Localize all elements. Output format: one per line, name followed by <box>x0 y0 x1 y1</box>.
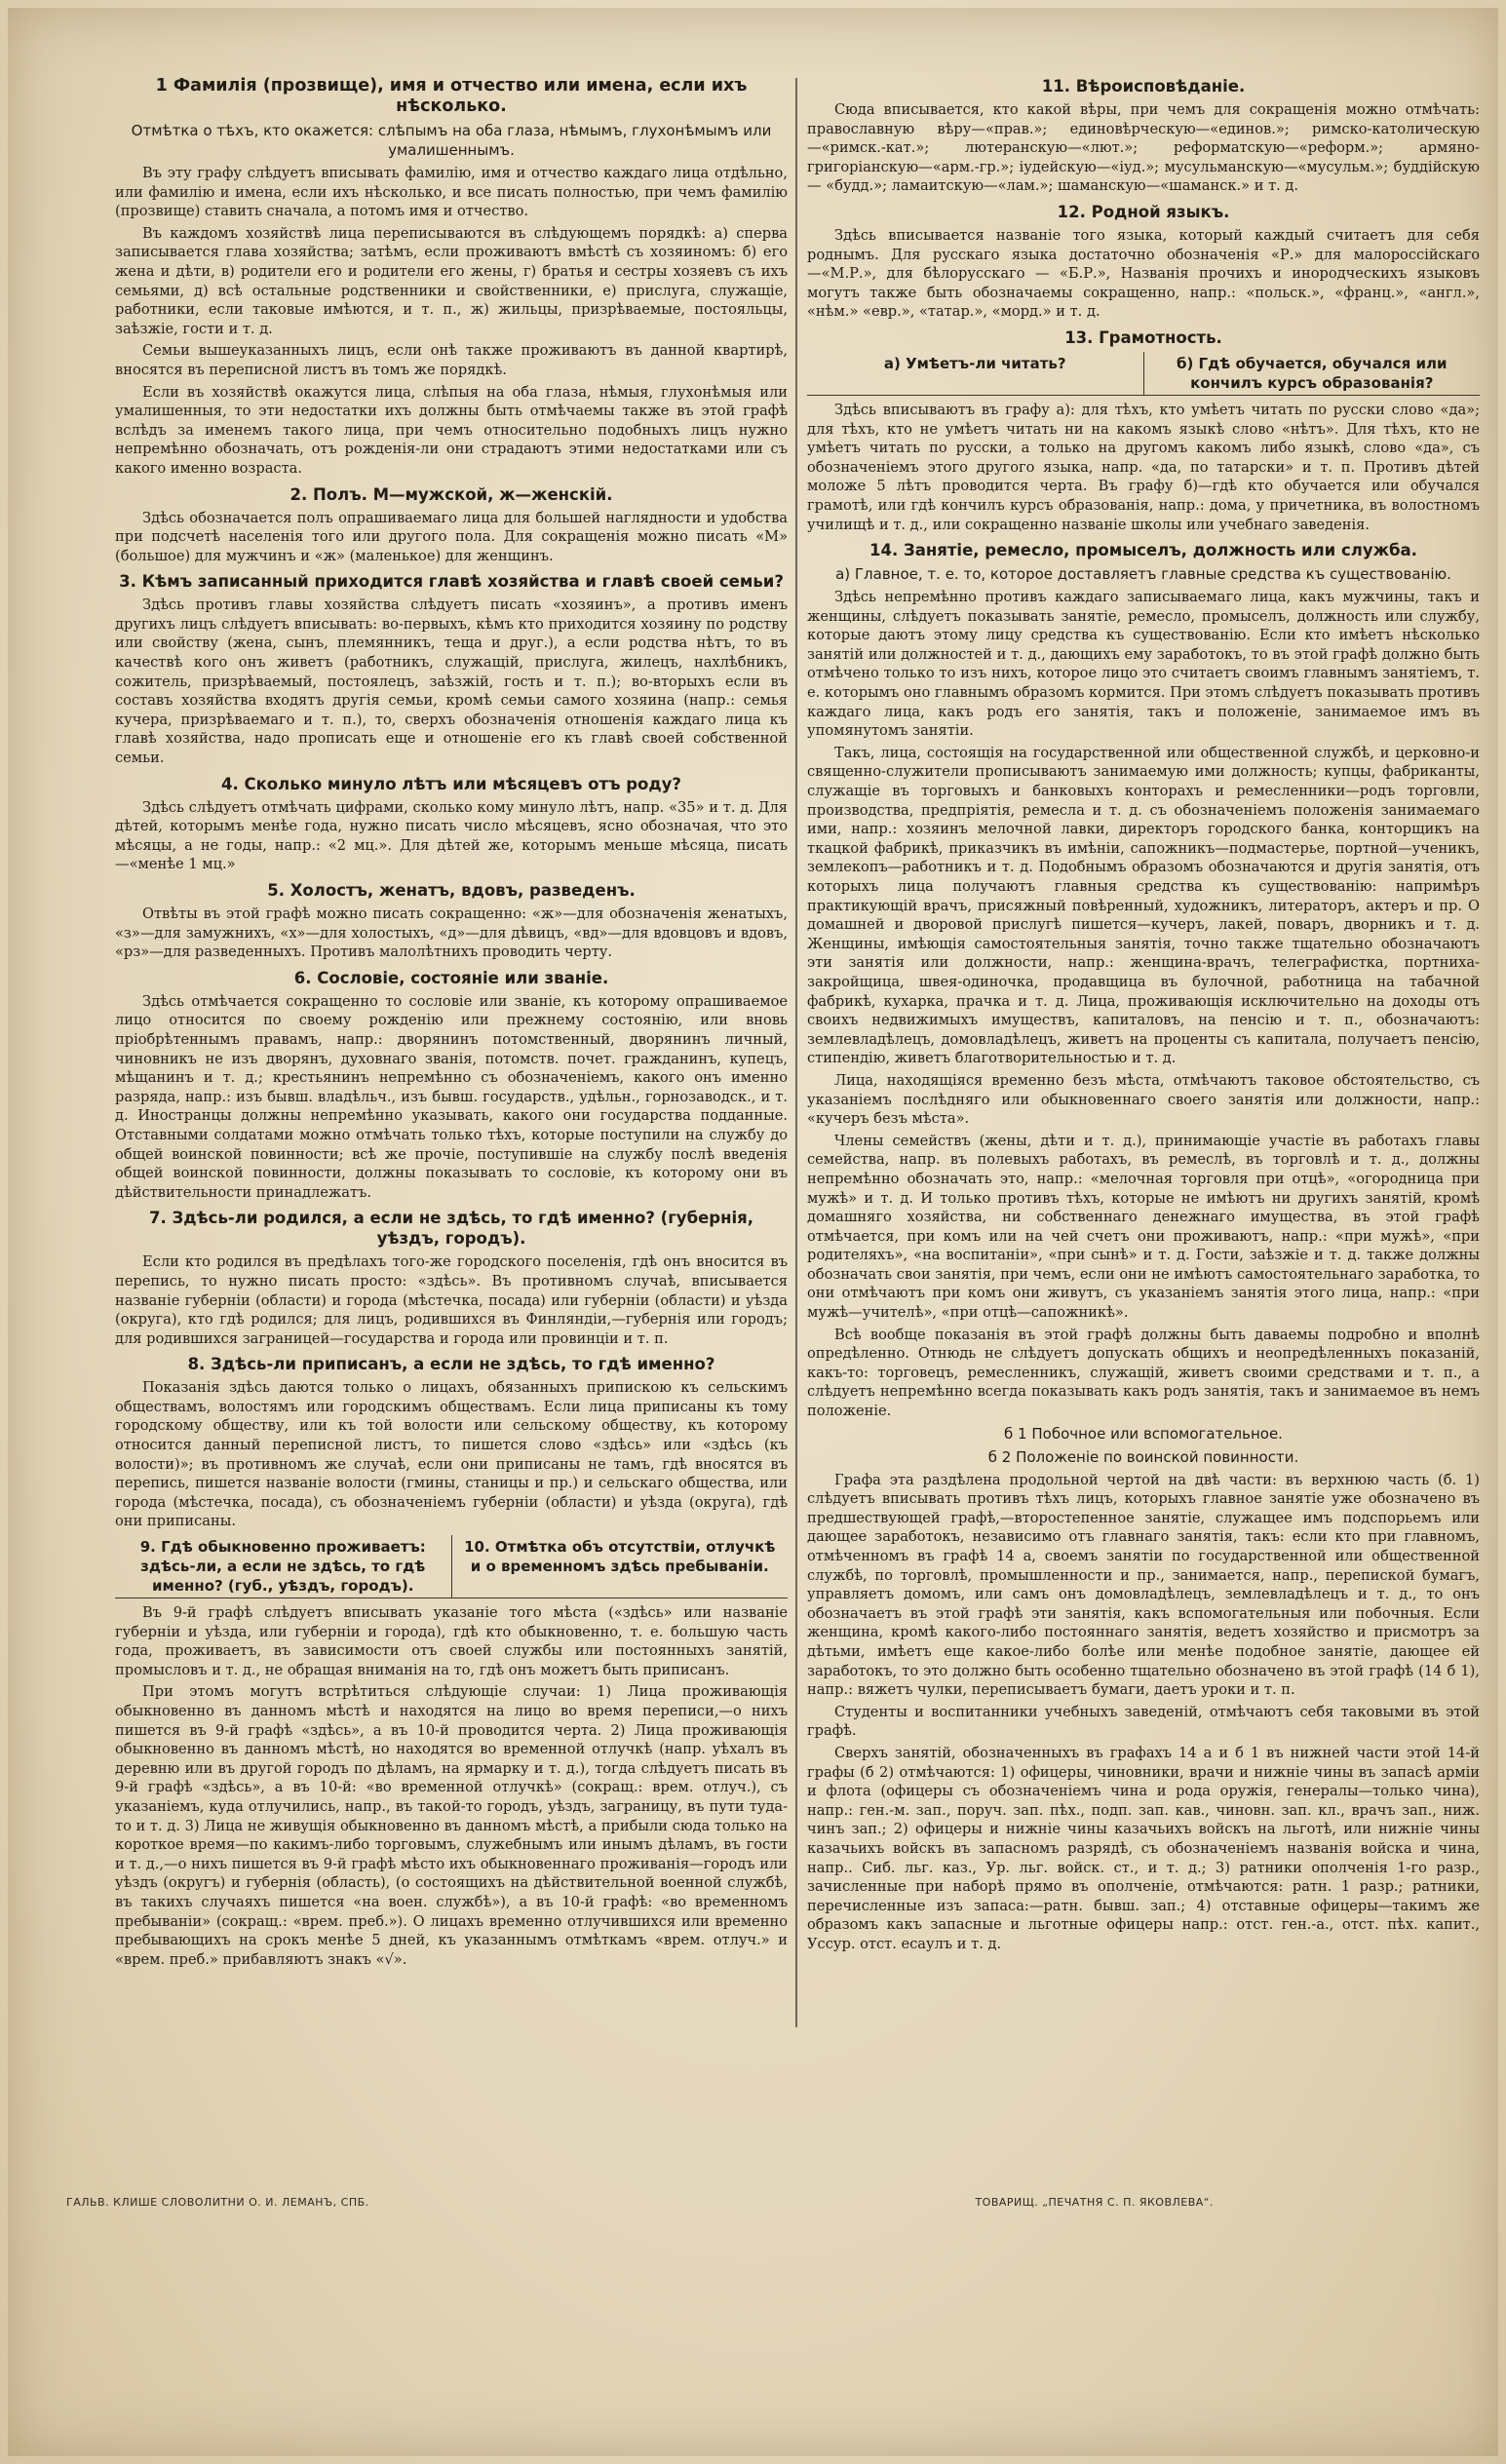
section-5-title: 5. Холостъ, женатъ, вдовъ, разведенъ. <box>267 881 636 900</box>
section-14-title: 14. Занятіе, ремесло, промыселъ, должность или служба. <box>869 541 1417 560</box>
section-9-paragraph: При этомъ могутъ встрѣтиться слѣдующіе случаи: 1) Лица проживающія обыкновенно въ данномъ мѣстѣ и находятся на лицо во время переписи,—о нихъ пишется въ 9-й графѣ «здѣсь», а въ 10-й проводится черта. 2) Лица проживающія обыкновенно въ данномъ мѣстѣ, но находятся во временной отлучкѣ (напр. уѣхалъ въ деревню или въ другой городъ по дѣламъ, на ярмарку и т. д.), тогда слѣдуетъ писать въ 9-й графѣ «здѣсь», а въ 10-й: «во временной отлучкѣ» (сокращ.: врем. отлуч.), съ указаніемъ, куда отлучились, напр., въ такой-то городъ, уѣздъ, заграницу, въ пути туда-то и т. д. 3) Лица не живущія обыкновенно въ данномъ мѣстѣ, а прибыли сюда только на короткое время—по какимъ-либо торговымъ, служебнымъ или инымъ дѣламъ, въ гости и т. д.,—о нихъ пишется въ 9-й графѣ мѣсто ихъ обыкновеннаго проживанія—городъ или уѣздъ (округъ) и губернія (область), (о состоящихъ на дѣйствительной военной службѣ, въ такихъ случаяхъ пишется «на воен. службѣ»), а въ 10-й графѣ: «во временномъ пребываніи» (сокращ.: «врем. преб.»). О лицахъ временно отлучившихся или временно пребывающихъ на срокъ менѣе 5 дней, къ указаннымъ отмѣткамъ «врем. отлуч.» и «врем. преб.» прибавляютъ знакъ «√». <box>115 1683 788 1968</box>
section-14-paragraph: Всѣ вообще показанія въ этой графѣ должны быть даваемы подробно и вполнѣ опредѣленно. Отнюдь не слѣдуетъ допускать общихъ и неопредѣленныхъ показаній, какъ-то: торговецъ, ремесленникъ, служащій, живетъ своими средствами и т. п., а слѣдуетъ непремѣнно всегда показывать какъ родъ занятія, такъ и занимаемое въ немъ положеніе. <box>807 1326 1480 1420</box>
section-9-title: 9. Гдѣ обыкновенно проживаетъ: здѣсь-ли, а если не здѣсь, то гдѣ именно? (губ., уѣздъ, городъ). <box>139 1538 426 1596</box>
section-7-title: 7. Здѣсь-ли родился, а если не здѣсь, то гдѣ именно? (губернія, уѣздъ, городъ). <box>148 1209 754 1249</box>
section-11-title: 11. Вѣроисповѣданіе. <box>1041 77 1246 96</box>
section-14-paragraph: Члены семействъ (жены, дѣти и т. д.), принимающіе участіе въ работахъ главы семейства, напр. въ полевыхъ работахъ, въ ремеслѣ, въ торговлѣ и т. д., должны непремѣнно обозначать это, напр.: «мелочная торговля при отцѣ», «огородница при мужѣ» и т. д. И только противъ тѣхъ, которые не имѣютъ ни другихъ занятій, кромѣ домашняго хозяйства, ни собственнаго денежнаго имущества, въ этой графѣ отмѣчается, при комъ или на чей счетъ они проживаютъ, напр.: «при мужѣ», «при родителяхъ», «на воспитаніи», «при сынѣ» и т. д. Гости, заѣзжіе и т. д. также должны обозначать свои занятія, при чемъ, если они не имѣютъ самостоятельнаго заработка, то они отмѣчаютъ при комъ они живутъ, съ указаніемъ занятія этого лица, напр.: «при мужѣ—учителѣ», «при отцѣ—сапожникѣ». <box>807 1132 1480 1322</box>
section-13-header <box>807 352 1480 396</box>
section-4-paragraph: Здѣсь слѣдуетъ отмѣчать цифрами, сколько кому минуло лѣтъ, напр. «35» и т. д. Для дѣтей, которымъ менѣе года, нужно писать число мѣсяцевъ, ясно обозначая, что это мѣсяцы, а не годы, напр.: «2 мц.». Для дѣтей же, которымъ меньше мѣсяца, писать—«менѣе 1 мц.» <box>115 798 788 873</box>
section-14-paragraph: Студенты и воспитанники учебныхъ заведеній, отмѣчаютъ себя таковыми въ этой графѣ. <box>807 1703 1480 1740</box>
right-column <box>807 70 1480 2088</box>
column-divider <box>795 78 797 2027</box>
section-14-paragraph: Сверхъ занятій, обозначенныхъ въ графахъ 14 а и б 1 въ нижней части этой 14-й графы (б 2) отмѣчаются: 1) офицеры, чиновники, врачи и нижніе чины въ запасѣ арміи и флота (офицеры съ обозначеніемъ чина и рода оружія, генералы—только чина), напр.: ген.-м. зап., поруч. зап. пѣх., подп. зап. кав., чиновн. зап. кл., врачъ зап., ниж. чинъ зап.; 2) офицеры и нижніе чины казачьихъ войскъ на льготѣ, или нижніе чины казачьихъ войскъ въ запасномъ разрядѣ, съ обозначеніемъ названія войска и чина, напр.. Сиб. льг. каз., Ур. льг. войск. ст., и т. д.; 3) ратники ополченія 1-го разр., зачисленные при наборѣ прямо въ ополченіе, отмѣчаются: ратн. 1 разр.; ратники, перечисленные изъ запаса:—ратн. бывш. зап.; 4) отставные офицеры—такимъ же образомъ какъ запасные и льготные офицеры напр.: отст. ген.-а., отст. пѣх. капит., Уссур. отст. есаулъ и т. д. <box>807 1744 1480 1952</box>
section-14-paragraph: Здѣсь непремѣнно противъ каждаго записываемаго лица, какъ мужчины, такъ и женщины, слѣдуетъ показывать занятіе, ремесло, промыселъ, должность или службу, которые даютъ этому лицу средства къ существованію. Если кто имѣетъ нѣсколько занятій или должностей и т. д., дающихъ ему заработокъ, то въ этой графѣ должно быть отмѣчено только то изъ нихъ, которое лицо это считаетъ своимъ главнымъ занятіемъ, т. е. которымъ оно главнымъ образомъ кормится. При этомъ слѣдуетъ показывать противъ каждаго лица, какъ родъ его занятія, такъ и положеніе, занимаемое имъ въ упомянутомъ занятіи. <box>807 589 1480 740</box>
section-1-paragraph: Семьи вышеуказанныхъ лицъ, если онѣ также проживаютъ въ данной квартирѣ, вносятся въ переписной листъ въ томъ же порядкѣ. <box>115 342 788 378</box>
section-11-paragraph: Сюда вписывается, кто какой вѣры, при чемъ для сокращенія можно отмѣчать: православную вѣру—«прав.»; единовѣрческую—«единов.»; римско-католическую—«римск.-кат.»; лютеранскую—«лют.»; реформатскую—«реформ.»; армяно-григоріанскую—«арм.-гр.»; іудейскую—«іуд.»; мусульманскую—«мусульм.»; буддійскую — «будд.»; ламаитскую—«лам.»; шаманскую—«шаманск.» и т. д. <box>807 101 1480 195</box>
left-column <box>115 70 788 2088</box>
section-6-title: 6. Сословіе, состояніе или званіе. <box>293 968 609 987</box>
section-14a-subtitle: а) Главное, т. е. то, которое доставляетъ главные средства къ существованію. <box>835 565 1451 584</box>
section-8-title: 8. Здѣсь-ли приписанъ, а если не здѣсь, то гдѣ именно? <box>187 1355 715 1374</box>
section-13-title: 13. Грамотность. <box>1064 327 1222 347</box>
section-2-title: 2. Полъ. М—мужской, ж—женскій. <box>290 484 613 504</box>
section-12-paragraph: Здѣсь вписывается названіе того языка, который каждый считаетъ для себя роднымъ. Для русскаго языка достаточно обозначенія «Р.» для малороссійскаго—«М.Р.», для бѣлорусскаго — «Б.Р.», Названія прочихъ и инородческихъ языковъ могутъ также быть обозначаемы сокращенно, напр.: «польск.», «франц.», «англ.», «нѣм.» «евр.», «татар.», «морд.» и т. д. <box>807 226 1480 321</box>
section-9-paragraph: Въ 9-й графѣ слѣдуетъ вписывать указаніе того мѣста («здѣсь» или названіе губерніи и уѣзда, или губерніи и города), гдѣ кто обыкновенно, т. е. большую часть года, проживаетъ, въ зависимости отъ своей службы или постоянныхъ занятій, промысловъ и т. д., не обращая вниманія на то, гдѣ онъ можетъ быть приписанъ. <box>115 1604 788 1678</box>
section-1-paragraph: Если въ хозяйствѣ окажутся лица, слѣпыя на оба глаза, нѣмыя, глухонѣмыя или умалишенныя, то эти недостатки ихъ должны быть отмѣчаемы также въ этой графѣ вслѣдъ за именемъ такого лица, при чемъ относительно подобныхъ лицъ нужно непремѣнно обозначать, отъ рожденія-ли они страдаютъ этими недостатками или съ какого именно возраста. <box>115 383 788 477</box>
printer-imprint-right: ТОВАРИЩ. „ПЕЧАТНЯ С. П. ЯКОВЛЕВА“. <box>975 2196 1214 2209</box>
printer-imprint-left: ГАЛЬВ. КЛИШЕ СЛОВОЛИТНИ О. И. ЛЕМАНЪ, СПБ. <box>66 2196 369 2209</box>
section-14b2-subtitle: б 2 Положеніе по воинской повинности. <box>987 1447 1299 1466</box>
section-2-paragraph: Здѣсь обозначается полъ опрашиваемаго лица для большей наглядности и удобства при подсчетѣ населенія того или другого пола. Для сокращенія можно писать «М» (большое) для мужчинъ и «ж» (маленькое) для женщинъ. <box>115 509 788 564</box>
section-1-subtitle: Отмѣтка о тѣхъ, кто окажется: слѣпымъ на оба глаза, нѣмымъ, глухонѣмымъ или умалишеннымъ. <box>131 122 772 159</box>
section-12-title: 12. Родной языкъ. <box>1057 202 1230 221</box>
section-1-paragraph: Въ каждомъ хозяйствѣ лица переписываются въ слѣдующемъ порядкѣ: а) сперва записывается глава хозяйства; затѣмъ, если проживаютъ вмѣстѣ съ хозяиномъ: б) его жена и дѣти, в) родители его и родители его жены, г) братья и сестры хозяевъ съ ихъ семьями, д) всѣ остальные родственники и свойственники, е) прислуга, служащіе, работники, если таковые имѣются, и т. п., ж) жильцы, призрѣваемые, постояльцы, заѣзжіе, гости и т. д. <box>115 224 788 337</box>
section-4-title: 4. Сколько минуло лѣтъ или мѣсяцевъ отъ роду? <box>220 774 682 793</box>
section-8-paragraph: Показанія здѣсь даются только о лицахъ, обязанныхъ припискою къ сельскимъ обществамъ, волостямъ или городскимъ обществамъ. Если лица приписаны къ тому городскому обществу, или къ той волости или сельскому обществу, къ которому относится данный переписной листъ, то пишется слово «здѣсь» или «здѣсь (къ волости)»; въ противномъ же случаѣ, если они приписаны не тамъ, гдѣ вносятся въ перепись, пишется названіе волости (гмины, станицы и пр.) и сельскаго общества, или города (мѣстечка, посада), съ обозначеніемъ губерніи (области) и уѣзда (округа), гдѣ они приписаны. <box>115 1379 788 1530</box>
section-9-10-header <box>115 1535 788 1598</box>
section-3-paragraph: Здѣсь противъ главы хозяйства слѣдуетъ писать «хозяинъ», а противъ именъ другихъ лицъ слѣдуетъ вписывать: во-первыхъ, кѣмъ кто приходится хозяину по родству или свойству (жена, сынъ, племянникъ, теща и друг.), а если родства нѣтъ, то въ качествѣ кого онъ живетъ (работникъ, служащій, прислуга, жилецъ, нахлѣбникъ, сожитель, призрѣваемый, постоялецъ, заѣзжій, гость и т. п.); во-вторыхъ если въ составъ хозяйства входятъ другія семьи, кромѣ семьи самого хозяина (напр.: семья кучера, призрѣваемаго и т. п.), то, сверхъ обозначенія отношенія каждаго лица къ главѣ хозяйства, надо прописать еще и отношеніе его къ главѣ своей собственной семьи. <box>115 597 788 767</box>
section-5-paragraph: Отвѣты въ этой графѣ можно писать сокращенно: «ж»—для обозначенія женатыхъ, «з»—для замужнихъ, «х»—для холостыхъ, «д»—для дѣвицъ, «вд»—для вдовцовъ и вдовъ, «рз»—для разведенныхъ. Противъ малолѣтнихъ проводить черту. <box>115 905 788 961</box>
section-14-paragraph: Графа эта раздѣлена продольной чертой на двѣ части: въ верхнюю часть (б. 1) слѣдуетъ вписывать противъ тѣхъ лицъ, которыхъ главное занятіе уже обозначено въ предшествующей графѣ,—второстепенное занятіе, служащее имъ подспорьемъ или дающее заработокъ, независимо отъ главнаго занятія, такъ: если кто при главномъ, отмѣченномъ въ графѣ 14 а, своемъ занятіи по государственной или общественной службѣ, по торговлѣ, промышленности и пр., занимается, напр., перепиской бумагъ, управляетъ домомъ, или самъ онъ домовладѣлецъ, землевладѣлецъ и т. д., то онъ обозначаетъ въ этой графѣ эти занятія, какъ вспомогательныя или побочныя. Если женщина, кромѣ какого-либо постояннаго занятія, ведетъ хозяйство и присмотръ за дѣтьми, имѣетъ еще какое-либо болѣе или менѣе подобное занятіе, дающее ей заработокъ, то это должно быть особенно тщательно обозначено въ этой графѣ (14 б 1), напр.: вяжетъ чулки, переписываетъ бумаги, даетъ уроки и т. п. <box>807 1471 1480 1699</box>
section-14b1-subtitle: б 1 Побочное или вспомогательное. <box>1004 1424 1283 1443</box>
section-13b-title: б) Гдѣ обучается, обучался или кончилъ курсъ образованія? <box>1143 352 1481 395</box>
section-3-title: 3. Кѣмъ записанный приходится главѣ хозяйства и главѣ своей семьи? <box>119 572 784 592</box>
section-6-paragraph: Здѣсь отмѣчается сокращенно то сословіе или званіе, къ которому опрашиваемое лицо относится по своему рожденію или прежнему состоянію, или вновь пріобрѣтеннымъ правамъ, напр.: дворянинъ потомственный, дворянинъ личный, чиновникъ не изъ дворянъ, духовнаго званія, потомств. почет. гражданинъ, купецъ, мѣщанинъ и т. д.; крестьянинъ непремѣнно съ обозначеніемъ, какого онъ именно разряда, напр.: изъ бывш. владѣльч., изъ бывш. государств., удѣльн., горнозаводск., и т. д. Иностранцы должны непремѣнно указывать, какого они государства подданные. Отставными солдатами можно отмѣчать только тѣхъ, которые поступили на службу до общей воинской повинности; всѣ же прочіе, поступившіе на службу послѣ введенія общей воинской повинности, должны показывать то сословіе, къ которому они въ дѣйствительности принадлежатъ. <box>115 992 788 1201</box>
section-14-paragraph: Лица, находящіяся временно безъ мѣста, отмѣчаютъ таковое обстоятельство, съ указаніемъ послѣдняго или обыкновеннаго своего занятія или должности, напр.: «кучеръ безъ мѣста». <box>807 1071 1480 1128</box>
section-14-paragraph: Такъ, лица, состоящія на государственной или общественной службѣ, и церковно-и священно-служители прописываютъ занимаемую ими должность; купцы, фабриканты, служащіе въ торговыхъ и банковыхъ конторахъ и ремесленники—родъ торговли, производства, предпріятія, ремесла и т. д. съ обозначеніемъ положенія занимаемаго ими, напр.: хозяинъ мелочной лавки, директоръ городского банка, конторщикъ на ткацкой фабрикѣ, приказчикъ въ имѣніи, сапожникъ—подмастерье, портной—ученикъ, землекопъ—работникъ и т. д. Подобнымъ образомъ обозначаются и другія занятія, отъ которыхъ лица получаютъ главныя средства къ существованію: напримѣръ практикующій врачъ, присяжный повѣренный, художникъ, литераторъ, актеръ и пр. О домашней и дворовой прислугѣ пишется—кучеръ, лакей, поваръ, дворникъ и т. д. Женщины, имѣющія самостоятельныя занятія, точно также тщательно обозначаютъ эти занятія или должности, напр.: женщина-врачъ, телеграфистка, портниха-закройщица, швея-одиночка, продавщица въ булочной, работница на табачной фабрикѣ, кухарка, прачка и т. д. Лица, проживающія исключительно на доходы отъ своихъ недвижимыхъ имуществъ, капиталовъ, на пенсію и т. п., обозначаютъ: землевладѣлецъ, домовладѣлецъ, живетъ на проценты съ капитала, получаетъ пенсію, стипендію, живетъ благотворительностью и т. д. <box>807 744 1480 1067</box>
section-1-title: 1 Фамилія (прозвище), имя и отчество или имена, если ихъ нѣсколько. <box>155 76 748 116</box>
section-13-paragraph: Здѣсь вписываютъ въ графу а): для тѣхъ, кто умѣетъ читать по русски слово «да»; для тѣхъ, кто не умѣетъ читать ни на какомъ языкѣ слово «нѣтъ». Для тѣхъ, кто не умѣетъ читать по русски, а только на другомъ какомъ либо языкѣ, слово «да», съ обозначеніемъ этого другого языка, напр. «да, по татарски» и т. п. Противъ дѣтей моложе 5 лѣтъ проводится черта. Въ графу б)—гдѣ кто обучается или обучался грамотѣ, или гдѣ кончилъ курсъ образованія, напр.: дома, у причетника, въ волостномъ училищѣ и т. д., или сокращенно названіе школы или учебнаго заведенія. <box>807 401 1480 533</box>
section-13a-title: а) Умѣетъ-ли читать? <box>883 354 1066 372</box>
section-7-paragraph: Если кто родился въ предѣлахъ того-же городского поселенія, гдѣ онъ вносится въ перепись, то нужно писать просто: «здѣсь». Въ противномъ случаѣ, вписывается названіе губерніи (области) и города (мѣстечка, посада) или губерніи (области) и уѣзда (округа), кто гдѣ родился; для лицъ, родившихся въ Финляндіи,—губернія или городъ; для родившихся заграницей—государства и города или провинціи и т. п. <box>115 1253 788 1347</box>
section-10-title: 10. Отмѣтка объ отсутствіи, отлучкѣ и о временномъ здѣсь пребываніи. <box>451 1535 789 1598</box>
section-1-paragraph: Въ эту графу слѣдуетъ вписывать фамилію, имя и отчество каждаго лица отдѣльно, или фамилію и имена, если ихъ нѣсколько, и все писать полностью, при чемъ фамилію (прозвище) ставить сначала, а потомъ имя и отчество. <box>115 165 788 220</box>
